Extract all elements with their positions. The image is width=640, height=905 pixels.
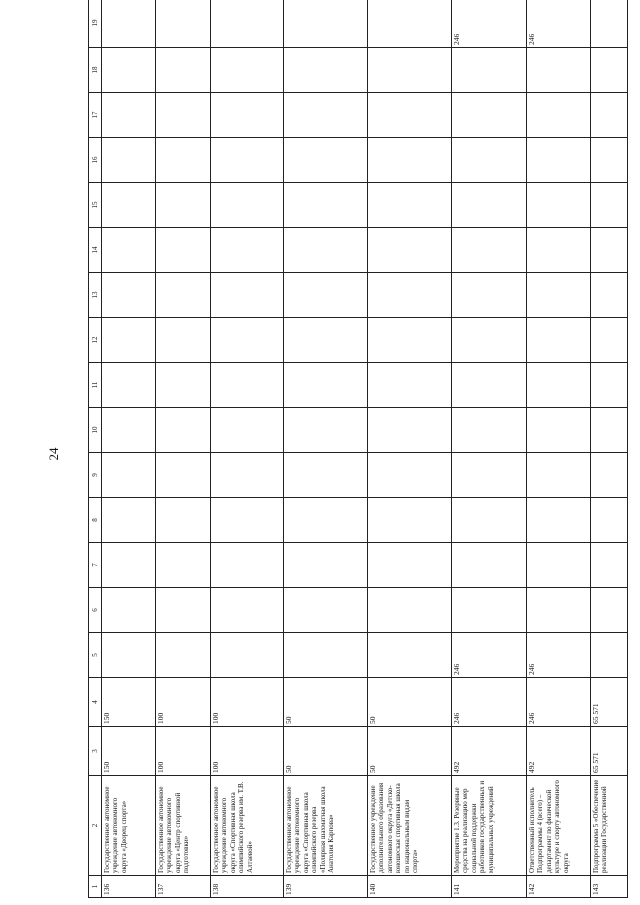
table-row: [591, 0, 628, 898]
cell-col4: 50: [368, 678, 452, 727]
column-header: 14: [89, 228, 102, 273]
cell-col19: [156, 0, 211, 48]
column-header: 7: [89, 543, 102, 588]
cell-col3: 100: [156, 727, 211, 776]
row-name: Ответственный исполнитель Подпрограммы 4 (всего) – департамент по физической культуре и спорту автономного округа: [527, 776, 591, 876]
table-row: [527, 0, 591, 898]
cell-col4: 246: [527, 678, 591, 727]
column-header: 13: [89, 273, 102, 318]
header-row: [89, 0, 102, 898]
row-number: 138: [211, 876, 284, 898]
cell-col5: 246: [527, 633, 591, 678]
column-header: 16: [89, 138, 102, 183]
row-number: 136: [102, 876, 156, 898]
cell-col4: 65 571: [591, 678, 628, 727]
column-header: 17: [89, 93, 102, 138]
cell-col19: [211, 0, 284, 48]
cell-col3: 50: [368, 727, 452, 776]
cell-col5: [284, 633, 368, 678]
cell-col19: 246: [527, 0, 591, 48]
cell-col4: 50: [284, 678, 368, 727]
row-name: Государственное автономное учреждение автономного округа «Спортивная школа олимпийского резерва им. Т.В. Алтаевой»: [211, 776, 284, 876]
cell-col19: [368, 0, 452, 48]
column-header: 4: [89, 678, 102, 727]
column-header: 11: [89, 363, 102, 408]
table-wrapper: [88, 15, 609, 898]
cell-col4: 246: [452, 678, 527, 727]
row-number: 142: [527, 876, 591, 898]
column-header: 5: [89, 633, 102, 678]
column-header: 6: [89, 588, 102, 633]
row-number: 137: [156, 876, 211, 898]
column-header: 12: [89, 318, 102, 363]
rotated-table-container: [88, 15, 609, 898]
cell-col3: 150: [102, 727, 156, 776]
column-header: 19: [89, 0, 102, 48]
column-header: 10: [89, 408, 102, 453]
row-name: Государственное автономное учреждение автономного округа «Дворец спорта»: [102, 776, 156, 876]
table-row: [211, 0, 284, 898]
cell-col5: 246: [452, 633, 527, 678]
page-number: 24: [46, 447, 61, 461]
cell-col3: 100: [211, 727, 284, 776]
cell-col4: 100: [211, 678, 284, 727]
table-row: [368, 0, 452, 898]
row-name: Подпрограмма 5 «Обеспечение реализации Государственной: [591, 776, 628, 876]
cell-col19: [591, 0, 628, 48]
row-number: 140: [368, 876, 452, 898]
column-header: 2: [89, 776, 102, 876]
cell-col5: [102, 633, 156, 678]
row-name: Государственное учреждение дополнительного образования автономного округа «Детско-юношеская спортивная школа по национальным видам спорта»: [368, 776, 452, 876]
cell-col3: 50: [284, 727, 368, 776]
column-header: 1: [89, 876, 102, 898]
cell-col5: [368, 633, 452, 678]
column-header: 18: [89, 48, 102, 93]
row-name: Государственное автономное учреждение автономного округа «Центр спортивной подготовки»: [156, 776, 211, 876]
cell-col5: [591, 633, 628, 678]
cell-col19: [284, 0, 368, 48]
table-row: [156, 0, 211, 898]
table-row: [284, 0, 368, 898]
cell-col3: 492: [527, 727, 591, 776]
cell-col5: [211, 633, 284, 678]
table-row: [102, 0, 156, 898]
budget-table: [88, 0, 628, 898]
row-name: Мероприятие 1.3. Резервные средства на реализацию мер социальной поддержки работников государственных и муниципальных учреждений: [452, 776, 527, 876]
cell-col3: 492: [452, 727, 527, 776]
column-header: 9: [89, 453, 102, 498]
cell-col19: 246: [452, 0, 527, 48]
row-number: 141: [452, 876, 527, 898]
cell-col5: [156, 633, 211, 678]
row-number: 143: [591, 876, 628, 898]
column-header: 8: [89, 498, 102, 543]
cell-col3: 65 571: [591, 727, 628, 776]
column-header: 3: [89, 727, 102, 776]
row-name: Государственное автономное учреждение автономного округа «Спортивная школа олимпийского резерва «Полярная шахматная школа Анатолия Карпова»: [284, 776, 368, 876]
table-row: [452, 0, 527, 898]
cell-col4: 100: [156, 678, 211, 727]
cell-col19: [102, 0, 156, 48]
column-header: 15: [89, 183, 102, 228]
cell-col4: 150: [102, 678, 156, 727]
row-number: 139: [284, 876, 368, 898]
